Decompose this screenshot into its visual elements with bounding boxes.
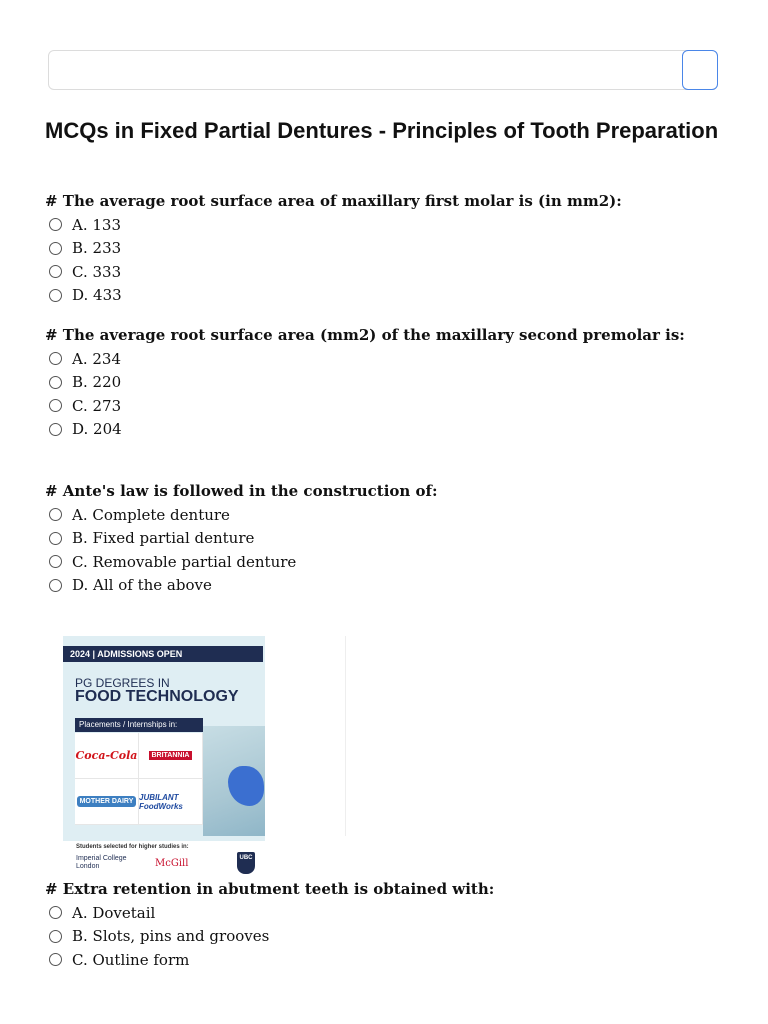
ubc-logo: UBC — [237, 852, 255, 874]
ad-divider — [345, 636, 346, 836]
question-1 — [45, 190, 735, 307]
option-b[interactable] — [45, 371, 735, 395]
radio-button[interactable] — [49, 352, 62, 365]
page-title: MCQs in Fixed Partial Dentures - Principles of Tooth Preparation — [45, 118, 719, 143]
ad-universities — [63, 841, 265, 876]
question-4 — [45, 878, 735, 972]
advertisement-banner[interactable] — [63, 636, 265, 876]
radio-button[interactable] — [49, 579, 62, 592]
britannia-logo: BRITANNIA — [139, 733, 203, 779]
radio-button[interactable] — [49, 906, 62, 919]
option-d[interactable] — [45, 574, 735, 598]
radio-button[interactable] — [49, 242, 62, 255]
ad-title: FOOD TECHNOLOGY — [75, 688, 239, 705]
option-a[interactable] — [45, 503, 735, 527]
mother-dairy-logo: MOTHER DAIRY — [75, 779, 139, 825]
option-label: B. 220 — [72, 373, 122, 392]
option-b[interactable] — [45, 925, 735, 949]
option-a[interactable] — [45, 347, 735, 371]
ad-logo-grid — [75, 733, 203, 825]
radio-button[interactable] — [49, 532, 62, 545]
ad-header: 2024 | ADMISSIONS OPEN — [63, 646, 263, 662]
option-label: A. 133 — [72, 215, 121, 234]
option-c[interactable] — [45, 260, 735, 284]
radio-button[interactable] — [49, 953, 62, 966]
mcgill-logo: McGill — [155, 858, 189, 869]
option-label: A. Dovetail — [72, 903, 156, 922]
question-text: # Extra retention in abutment teeth is obtained with: — [45, 880, 495, 898]
radio-button[interactable] — [49, 289, 62, 302]
search-bar[interactable] — [48, 50, 718, 90]
option-a[interactable] — [45, 213, 735, 237]
radio-button[interactable] — [49, 930, 62, 943]
option-label: C. Removable partial denture — [72, 552, 297, 571]
option-c[interactable] — [45, 550, 735, 574]
option-c[interactable] — [45, 948, 735, 972]
radio-button[interactable] — [49, 508, 62, 521]
option-label: B. 233 — [72, 239, 122, 258]
jubilant-logo: JUBILANT FoodWorks — [139, 779, 203, 825]
option-d[interactable] — [45, 418, 735, 442]
option-d[interactable] — [45, 284, 735, 308]
radio-button[interactable] — [49, 399, 62, 412]
question-text: # The average root surface area of maxillary first molar is (in mm2): — [45, 192, 622, 210]
coca-cola-logo: Coca-Cola — [75, 733, 139, 779]
radio-button[interactable] — [49, 265, 62, 278]
option-label: C. Outline form — [72, 950, 190, 969]
radio-button[interactable] — [49, 423, 62, 436]
ad-placements-label: Placements / Internships in: — [75, 718, 203, 732]
question-3 — [45, 480, 735, 597]
radio-button[interactable] — [49, 555, 62, 568]
search-button[interactable] — [682, 50, 718, 90]
option-label: A. Complete denture — [72, 505, 230, 524]
option-label: C. 333 — [72, 262, 122, 281]
ad-subtitle: PG DEGREES IN — [75, 676, 170, 690]
imperial-logo: Imperial College London — [76, 855, 127, 870]
radio-button[interactable] — [49, 218, 62, 231]
option-label: B. Slots, pins and grooves — [72, 927, 270, 946]
option-a[interactable] — [45, 901, 735, 925]
option-label: A. 234 — [72, 349, 121, 368]
option-label: C. 273 — [72, 396, 122, 415]
ad-studies-label: Students selected for higher studies in: — [76, 844, 189, 850]
question-2 — [45, 324, 735, 441]
option-label: D. 433 — [72, 286, 122, 305]
option-b[interactable] — [45, 527, 735, 551]
question-text: # Ante's law is followed in the construction of: — [45, 482, 438, 500]
question-text: # The average root surface area (mm2) of the maxillary second premolar is: — [45, 326, 685, 344]
option-label: B. Fixed partial denture — [72, 529, 255, 548]
option-label: D. All of the above — [72, 576, 212, 595]
radio-button[interactable] — [49, 376, 62, 389]
option-b[interactable] — [45, 237, 735, 261]
option-c[interactable] — [45, 394, 735, 418]
option-label: D. 204 — [72, 420, 122, 439]
